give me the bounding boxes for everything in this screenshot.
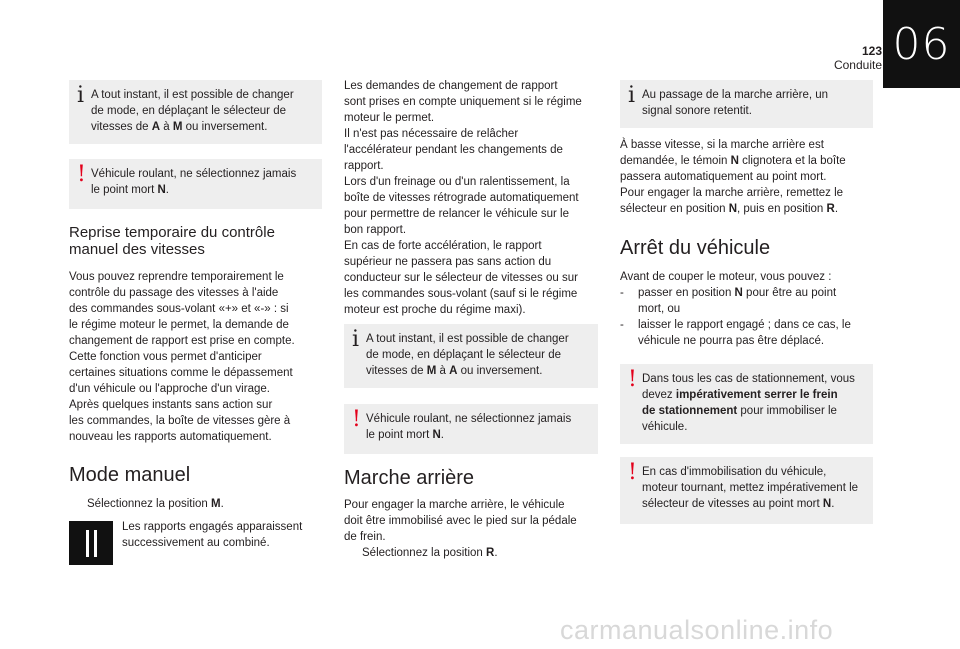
chapter-tab xyxy=(883,0,960,88)
heading-reprise-temporaire: Reprise temporaire du contrôle manuel des vitesses xyxy=(69,224,275,258)
chapter-number: 06 xyxy=(892,18,951,70)
info-icon: i xyxy=(352,327,360,352)
warning-icon: ! xyxy=(77,162,86,187)
heading-marche-arriere: Marche arrière xyxy=(344,467,475,489)
marche-arriere-paragraph: Pour engager la marche arrière, le véhicule doit être immobilisé avec le pied sur la pédale de frein. Sélectionnez la position R. xyxy=(344,497,606,561)
warning-note-neutral-2: ! Véhicule roulant, ne sélectionnez jamais le point mort N. xyxy=(344,404,598,454)
bullet-select-r: Sélectionnez la position R. xyxy=(362,547,498,559)
bullet-select-m: Sélectionnez la position M. xyxy=(87,498,224,510)
gear-change-paragraph: Les demandes de changement de rapport sont prises en compte uniquement si le régime moteur le permet. Il n'est pas nécessaire de relâcher l'accélérateur pendant les changements de rapport. Lors d'un freinage ou d'un ralentissement, la boîte de vitesses rétrograde automatiquement pour permettre de relancer le véhicule sur le bon rapport. En cas de forte accélération, le rapport supérieur ne passera pas sans action du conducteur sur le sélecteur de vitesses ou sur les commandes sous-volant (sauf si le régime moteur est proche du régime maxi). xyxy=(344,80,582,316)
warning-note-immobilisation: ! En cas d'immobilisation du véhicule, moteur tournant, mettez impérativement le sélecteur de vitesses au point mort N. xyxy=(620,457,873,524)
arret-paragraph: Avant de couper le moteur, vous pouvez : - passer en position N pour être au point mort, ou - laisser le rapport engagé ; dans ce cas, le véhicule ne pourra pas être déplacé. xyxy=(620,269,882,349)
page-number: 123 xyxy=(861,44,882,58)
watermark-text: carmanualsonline.info xyxy=(560,615,834,645)
warning-icon: ! xyxy=(352,407,361,432)
warning-icon: ! xyxy=(628,460,637,485)
info-icon: i xyxy=(628,83,636,108)
info-icon: i xyxy=(77,83,85,108)
reprise-paragraph: Vous pouvez reprendre temporairement le contrôle du passage des vitesses à l'aide des commandes sous-volant «+» et «-» : si le régime moteur le permet, la demande de changement de rapport est prise en compte. Cette fonction vous permet d'anticiper certaines situations comme le dépassement d'un véhicule ou l'approche d'un virage. Après quelques instants sans action sur les commandes, la boîte de vitesses gère à nouveau les rapports automatiquement. xyxy=(69,271,295,443)
info-note-mode-m-a: i A tout instant, il est possible de changer de mode, en déplaçant le sélecteur de vitesses de M à A ou inversement. xyxy=(344,324,598,388)
list-item: - passer en position N pour être au point mort, ou xyxy=(620,287,837,315)
heading-arret-vehicule: Arrêt du véhicule xyxy=(620,237,771,259)
warning-icon: ! xyxy=(628,367,637,392)
basse-vitesse-paragraph: À basse vitesse, si la marche arrière est demandée, le témoin N clignotera et la boîte passera automatiquement au point mort. Pour engager la marche arrière, remettez le sélecteur en position N, puis en position R. xyxy=(620,139,846,215)
section-title: Conduite xyxy=(833,58,882,72)
warning-note-stationnement: ! Dans tous les cas de stationnement, vous devez impérativement serrer le frein de stationnement pour immobiliser le véhicule. xyxy=(620,364,873,444)
list-item: - laisser le rapport engagé ; dans ce cas, le véhicule ne pourra pas être déplacé. xyxy=(620,319,851,347)
heading-mode-manuel: Mode manuel xyxy=(69,464,191,486)
gear-indicator-display-icon xyxy=(69,521,113,565)
rapports-engages-text: Les rapports engagés apparaissent successivement au combiné. xyxy=(122,521,303,549)
warning-note-neutral-1: ! Véhicule roulant, ne sélectionnez jamais le point mort N. xyxy=(69,159,322,209)
info-note-mode-a-m: i A tout instant, il est possible de changer de mode, en déplaçant le sélecteur de vitesses de A à M ou inversement. xyxy=(69,80,322,144)
info-note-signal-sonore: i Au passage de la marche arrière, un signal sonore retentit. xyxy=(620,80,873,128)
